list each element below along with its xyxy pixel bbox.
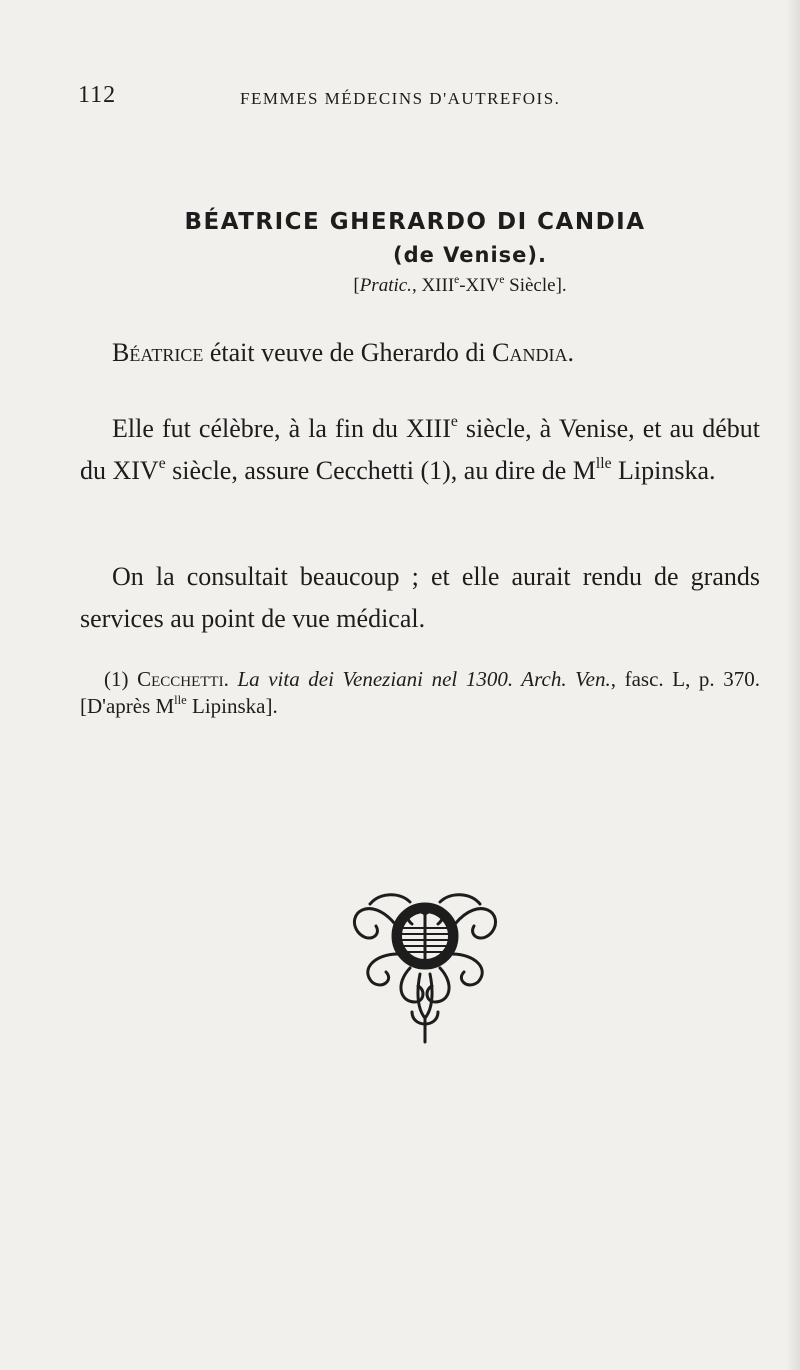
- century-word: Siècle: [509, 275, 556, 296]
- entry-qualifier: [Pratic., XIIIe-XIVe Siècle].: [353, 274, 567, 296]
- footnote-author: Cecchetti: [137, 667, 224, 691]
- page-edge-shadow: [786, 0, 800, 1370]
- entry-origin: (de Venise).: [393, 243, 547, 267]
- century-b: XIV: [465, 275, 500, 296]
- p1-surname: Candia: [492, 338, 568, 367]
- p1-end: .: [567, 338, 574, 367]
- entry-name: BÉATRICE GHERARDO DI CANDIA: [184, 209, 646, 235]
- footnote-end: Lipinska].: [186, 694, 278, 718]
- p1-name: Béatrice: [112, 338, 204, 367]
- footnote-sup: lle: [174, 693, 187, 708]
- century-b-sup: e: [499, 274, 505, 287]
- paragraph-2: [80, 408, 760, 492]
- p2-sup3: lle: [595, 455, 612, 473]
- p2-part2: siècle, à Venise, et au début du XIV: [80, 414, 761, 485]
- footnote: [80, 666, 760, 720]
- p1-text: était veuve de Gherardo di: [203, 338, 493, 367]
- footnote-marker: (1): [104, 667, 129, 691]
- footnote-title: La vita dei Veneziani nel 1300. Arch. Ven.: [237, 667, 611, 691]
- running-head: [78, 82, 738, 118]
- running-title: FEMMES MÉDECINS D'AUTREFOIS.: [240, 89, 561, 108]
- paragraph-1: [80, 332, 760, 374]
- footnote-text: (1) Cecchetti. La vita dei Veneziani nel 1300. Arch. Ven., fasc. L, p. 370. [D'après $M^{lle}$ Lipinska].: [80, 667, 761, 718]
- century-a: XIII: [421, 275, 455, 296]
- century-a-sup: e: [454, 274, 460, 287]
- page-number: 112: [78, 82, 117, 108]
- p2-part1: Elle fut célèbre, à la fin du XIII: [112, 414, 451, 443]
- p2-sup1: e: [450, 413, 458, 431]
- century-sep: -: [459, 275, 466, 296]
- entry-title-block: [90, 205, 740, 301]
- qualifier-abbrev: Pratic.: [359, 275, 412, 296]
- p2-sup2: e: [158, 455, 166, 473]
- p2-part3: siècle, assure Cecchetti (1), au dire de M: [165, 456, 596, 485]
- p2-part4: Lipinska.: [611, 456, 716, 485]
- footnote-rest: , fasc. L, p. 370. [D'après M: [80, 667, 761, 718]
- floral-tailpiece-icon: [340, 884, 510, 1044]
- paragraph-3: On la consultait beaucoup ; et elle aurait rendu de grands services au point de vue médical.: [80, 562, 760, 633]
